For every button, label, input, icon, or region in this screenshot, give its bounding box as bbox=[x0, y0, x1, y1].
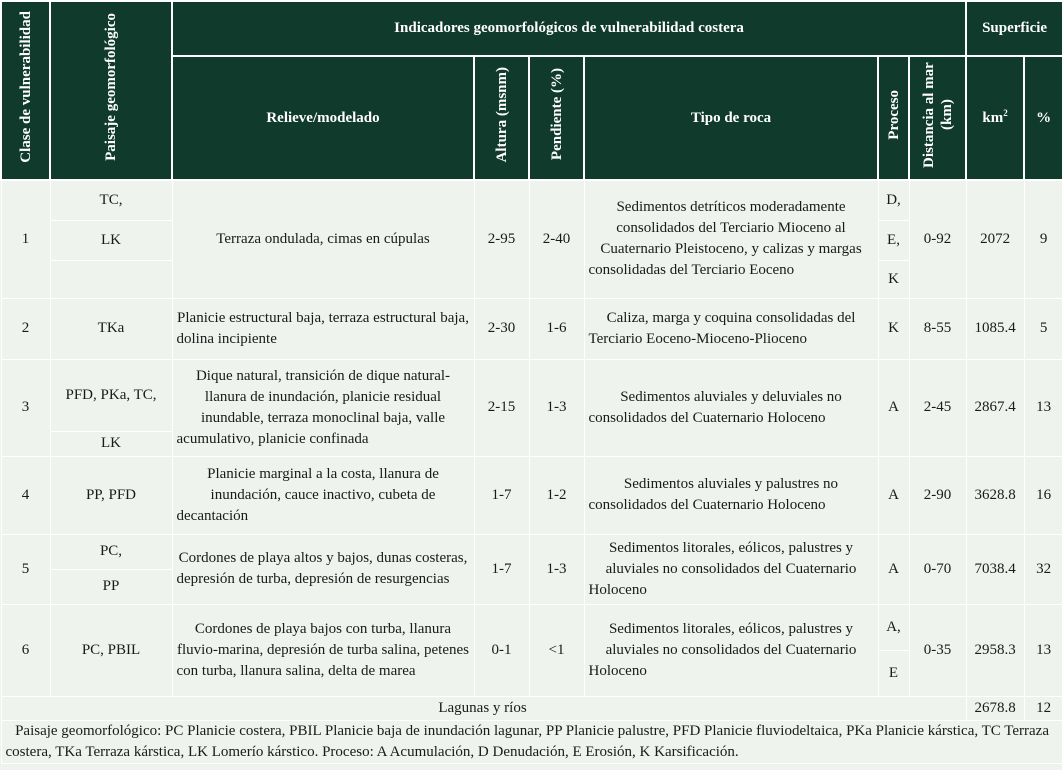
cell-paisaje: TC, bbox=[50, 180, 172, 220]
cell-clase: 4 bbox=[1, 456, 50, 534]
cell-relieve: Dique natural, transición de dique natural-llanura de inundación, planicie residual inundable, terraza monoclinal baja, valle acumulativo, planicie confinada bbox=[172, 359, 474, 456]
cell-roca: Sedimentos aluviales y palustres no consolidados del Cuaternario Holoceno bbox=[584, 456, 878, 534]
cell-roca: Sedimentos aluviales y deluviales no consolidados del Cuaternario Holoceno bbox=[584, 359, 878, 456]
cell-proceso: A, bbox=[878, 604, 909, 650]
cell-proceso: E, bbox=[878, 220, 909, 260]
cell-pendiente: 1-6 bbox=[529, 298, 584, 359]
cell-relieve: Planicie marginal a la costa, llanura de inundación, cauce inactivo, cubeta de decantación bbox=[172, 456, 474, 534]
table-footnote: Paisaje geomorfológico: PC Planicie costera, PBIL Planicie baja de inundación lagunar, PP Planicie palustre, PFD Planicie fluviodeltaica, PKa Planicie kárstica, TC Terraza costera, TKa Terraza kárstica, LK Lomerío kárstico. Proceso: A Acumulación, D Denudación, E Erosión, K Karsificación. bbox=[1, 720, 1062, 763]
header-pct: % bbox=[1024, 56, 1062, 180]
cell-distancia: 2-90 bbox=[909, 456, 966, 534]
cell-distancia: 8-55 bbox=[909, 298, 966, 359]
cell-pendiente: 2-40 bbox=[529, 180, 584, 298]
cell-paisaje: PC, PBIL bbox=[50, 604, 172, 696]
cell-paisaje: LK bbox=[50, 431, 172, 456]
cell-roca: Sedimentos litorales, eólicos, palustres y aluviales no consolidados del Cuaternario Holoceno bbox=[584, 604, 878, 696]
cell-relieve: Planicie estructural baja, terraza estructural baja, dolina incipiente bbox=[172, 298, 474, 359]
cell-proceso: D, bbox=[878, 180, 909, 220]
cell-clase: 5 bbox=[1, 534, 50, 604]
cell-altura: 1-7 bbox=[474, 534, 529, 604]
table-row bbox=[1, 604, 1062, 650]
cell-altura: 2-15 bbox=[474, 359, 529, 456]
header-distancia: Distancia al mar (km) bbox=[909, 56, 966, 180]
cell-pendiente: 1-3 bbox=[529, 359, 584, 456]
cell-altura: 0-1 bbox=[474, 604, 529, 696]
header-proceso: Proceso bbox=[878, 56, 909, 180]
cell-clase: 6 bbox=[1, 604, 50, 696]
header-km2: $km^2$ bbox=[966, 56, 1024, 180]
cell-pct: 12 bbox=[1024, 696, 1062, 720]
cell-paisaje: PP bbox=[50, 569, 172, 604]
cell-paisaje: LK bbox=[50, 220, 172, 260]
header-paisaje: Paisaje geomorfológico bbox=[50, 1, 172, 180]
cell-clase: 3 bbox=[1, 359, 50, 456]
cell-proceso: K bbox=[878, 298, 909, 359]
cell-clase: 1 bbox=[1, 180, 50, 298]
cell-paisaje: PFD, PKa, TC, bbox=[50, 359, 172, 431]
cell-pct: 16 bbox=[1024, 456, 1062, 534]
cell-proceso: A bbox=[878, 534, 909, 604]
cell-distancia: 0-70 bbox=[909, 534, 966, 604]
cell-roca: Caliza, marga y coquina consolidadas del Terciario Eoceno-Mioceno-Plioceno bbox=[584, 298, 878, 359]
cell-relieve: Terraza ondulada, cimas en cúpulas bbox=[172, 180, 474, 298]
cell-km2: 1085.4 bbox=[966, 298, 1024, 359]
cell-distancia: 2-45 bbox=[909, 359, 966, 456]
cell-pct: 9 bbox=[1024, 180, 1062, 298]
cell-proceso: E bbox=[878, 650, 909, 696]
cell-km2: 3628.8 bbox=[966, 456, 1024, 534]
cell-proceso: A bbox=[878, 456, 909, 534]
cell-km2: 7038.4 bbox=[966, 534, 1024, 604]
cell-paisaje: TKa bbox=[50, 298, 172, 359]
cell-pct: 13 bbox=[1024, 604, 1062, 696]
cell-roca: Sedimentos litorales, eólicos, palustres y aluviales no consolidados del Cuaternario Holoceno bbox=[584, 534, 878, 604]
cell-clase: 2 bbox=[1, 298, 50, 359]
cell-distancia: 0-35 bbox=[909, 604, 966, 696]
cell-proceso: A bbox=[878, 359, 909, 456]
table-row bbox=[1, 298, 1062, 359]
header-relieve: Relieve/modelado bbox=[172, 56, 474, 180]
table-footnote-row bbox=[1, 720, 1062, 763]
cell-paisaje: PP, PFD bbox=[50, 456, 172, 534]
cell-km2: 2678.8 bbox=[966, 696, 1024, 720]
table-row-lagunas bbox=[1, 696, 1062, 720]
cell-km2: 2958.3 bbox=[966, 604, 1024, 696]
cell-km2: 2867.4 bbox=[966, 359, 1024, 456]
table-row bbox=[1, 180, 1062, 220]
cell-pct: 32 bbox=[1024, 534, 1062, 604]
header-pendiente: Pendiente (%) bbox=[529, 56, 584, 180]
cell-altura: 2-95 bbox=[474, 180, 529, 298]
cell-km2: 2072 bbox=[966, 180, 1024, 298]
table-row bbox=[1, 359, 1062, 431]
cell-relieve: Cordones de playa altos y bajos, dunas costeras, depresión de turba, depresión de resurgencias bbox=[172, 534, 474, 604]
cell-proceso: K bbox=[878, 260, 909, 298]
cell-pendiente: 1-3 bbox=[529, 534, 584, 604]
header-superficie: Superficie bbox=[966, 1, 1062, 56]
cell-paisaje: PC, bbox=[50, 534, 172, 569]
table-row bbox=[1, 534, 1062, 569]
header-altura: Altura (msnm) bbox=[474, 56, 529, 180]
cell-pendiente: <1 bbox=[529, 604, 584, 696]
lagunas-label: Lagunas y ríos bbox=[1, 696, 966, 720]
cell-distancia: 0-92 bbox=[909, 180, 966, 298]
cell-roca: Sedimentos detríticos moderadamente consolidados del Terciario Mioceno al Cuaternario Pleistoceno, y calizas y margas consolidadas del Terciario Eoceno bbox=[584, 180, 878, 298]
header-indicadores: Indicadores geomorfológicos de vulnerabilidad costera bbox=[172, 1, 966, 56]
cell-altura: 2-30 bbox=[474, 298, 529, 359]
cell-relieve: Cordones de playa bajos con turba, llanura fluvio-marina, depresión de turba salina, petenes con turba, llanura salina, delta de marea bbox=[172, 604, 474, 696]
header-clase: Clase de vulnerabilidad bbox=[1, 1, 50, 180]
header-roca: Tipo de roca bbox=[584, 56, 878, 180]
table-row bbox=[1, 456, 1062, 534]
cell-pct: 5 bbox=[1024, 298, 1062, 359]
cell-pct: 13 bbox=[1024, 359, 1062, 456]
cell-paisaje bbox=[50, 260, 172, 298]
cell-pendiente: 1-2 bbox=[529, 456, 584, 534]
cell-altura: 1-7 bbox=[474, 456, 529, 534]
